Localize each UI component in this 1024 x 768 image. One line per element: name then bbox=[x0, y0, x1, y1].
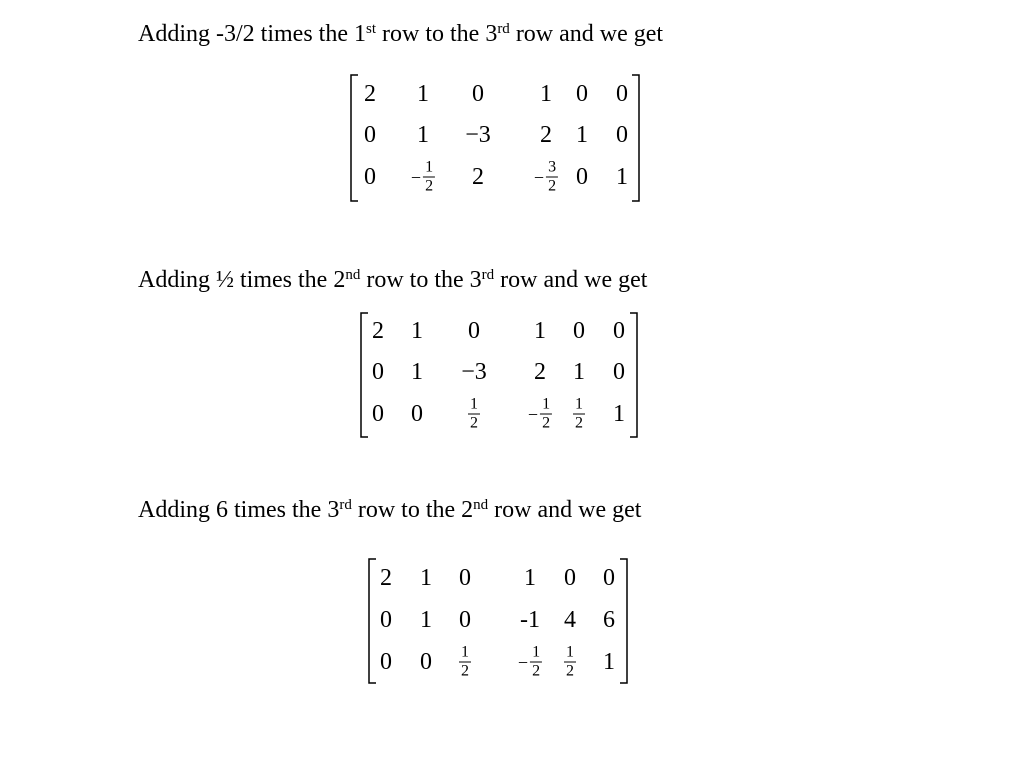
step-2-caption bbox=[138, 268, 647, 292]
matrix-entry: 2 bbox=[372, 318, 384, 344]
matrix-brackets bbox=[350, 74, 640, 202]
fraction-numerator: 1 bbox=[542, 395, 551, 413]
matrix-entry: -1 bbox=[520, 607, 540, 633]
matrix-entry: 1 bbox=[411, 359, 423, 385]
fraction-numerator: 1 bbox=[532, 643, 541, 661]
matrix-fraction bbox=[573, 397, 585, 432]
matrix-fraction bbox=[518, 645, 542, 680]
matrix-entry: 1 bbox=[616, 164, 628, 190]
fraction-denominator: 2 bbox=[461, 662, 469, 680]
fraction-sign: − bbox=[527, 404, 539, 424]
matrix-entry: 0 bbox=[364, 122, 376, 148]
fraction-stack bbox=[468, 397, 480, 432]
matrix-entry: 0 bbox=[576, 81, 588, 107]
fraction-stack bbox=[540, 397, 552, 432]
fraction-stack bbox=[573, 397, 585, 432]
matrix-entry: 0 bbox=[616, 122, 628, 148]
right-bracket bbox=[620, 559, 627, 683]
matrix-entry: 2 bbox=[364, 81, 376, 107]
caption-text: Adding 6 times the 3 bbox=[138, 497, 340, 523]
fraction-denominator: 2 bbox=[425, 177, 434, 195]
matrix-entry: 1 bbox=[534, 318, 546, 344]
fraction-denominator: 2 bbox=[575, 414, 583, 432]
matrix-entry: 0 bbox=[372, 401, 384, 427]
ordinal-suffix: nd bbox=[345, 267, 361, 283]
caption-text: row to the 3 bbox=[376, 21, 498, 47]
matrix-entry: 2 bbox=[534, 359, 546, 385]
matrix-entry: 6 bbox=[603, 607, 615, 633]
matrix-entry: 0 bbox=[576, 164, 588, 190]
matrix-entry: 1 bbox=[420, 565, 432, 591]
matrix-entry: −3 bbox=[461, 359, 487, 385]
matrix-entry: 0 bbox=[459, 565, 471, 591]
left-bracket bbox=[361, 313, 368, 437]
matrix-entry: 0 bbox=[573, 318, 585, 344]
right-bracket bbox=[632, 75, 639, 201]
matrix-entry: 0 bbox=[380, 607, 392, 633]
fraction-stack bbox=[530, 645, 542, 680]
step-2-matrix bbox=[360, 312, 638, 438]
ordinal-suffix: rd bbox=[339, 497, 352, 513]
matrix-brackets bbox=[360, 312, 638, 438]
fraction-denominator: 2 bbox=[542, 414, 551, 432]
matrix-fraction bbox=[528, 397, 552, 432]
fraction-numerator: 1 bbox=[566, 643, 574, 661]
step-1-matrix bbox=[350, 74, 640, 202]
fraction-numerator: 1 bbox=[470, 395, 478, 413]
right-bracket bbox=[630, 313, 637, 437]
matrix-entry: 0 bbox=[613, 318, 625, 344]
matrix-entry: 1 bbox=[613, 401, 625, 427]
matrix-entry: 2 bbox=[472, 164, 484, 190]
matrix-fraction bbox=[564, 645, 576, 680]
step-1-caption bbox=[138, 22, 663, 46]
matrix-entry: 0 bbox=[380, 649, 392, 675]
fraction-numerator: 1 bbox=[461, 643, 469, 661]
matrix-entry: 0 bbox=[420, 649, 432, 675]
matrix-entry: 0 bbox=[616, 81, 628, 107]
matrix-entry: 1 bbox=[417, 81, 429, 107]
fraction-denominator: 2 bbox=[470, 414, 478, 432]
matrix-brackets bbox=[368, 558, 628, 684]
ordinal-suffix: rd bbox=[497, 21, 510, 37]
matrix-entry: 0 bbox=[603, 565, 615, 591]
caption-text: row to the 2 bbox=[351, 497, 474, 523]
matrix-entry: 2 bbox=[380, 565, 392, 591]
matrix-entry: 1 bbox=[420, 607, 432, 633]
caption-text: Adding -3/2 times the 1 bbox=[138, 21, 366, 47]
fraction-stack bbox=[459, 645, 471, 680]
fraction-sign: − bbox=[410, 167, 422, 187]
fraction-stack bbox=[423, 160, 435, 195]
matrix-fraction bbox=[468, 397, 480, 432]
fraction-denominator: 2 bbox=[548, 177, 557, 195]
fraction-denominator: 2 bbox=[566, 662, 574, 680]
matrix-entry: 0 bbox=[613, 359, 625, 385]
matrix-entry: −3 bbox=[465, 122, 491, 148]
caption-text: Adding ½ times the 2 bbox=[138, 267, 346, 293]
ordinal-suffix: st bbox=[365, 21, 376, 37]
fraction-sign: − bbox=[517, 652, 529, 672]
matrix-entry: 0 bbox=[372, 359, 384, 385]
matrix-entry: 0 bbox=[411, 401, 423, 427]
ordinal-suffix: nd bbox=[473, 497, 489, 513]
step-3-matrix bbox=[368, 558, 628, 684]
caption-text: row and we get bbox=[494, 267, 648, 293]
matrix-entry: 4 bbox=[564, 607, 576, 633]
matrix-entry: 0 bbox=[472, 81, 484, 107]
matrix-entry: 0 bbox=[459, 607, 471, 633]
caption-text: row to the 3 bbox=[360, 267, 482, 293]
fraction-stack bbox=[546, 160, 558, 195]
fraction-numerator: 3 bbox=[548, 158, 557, 176]
matrix-entry: 1 bbox=[540, 81, 552, 107]
step-3-caption bbox=[138, 498, 641, 522]
caption-text: row and we get bbox=[488, 497, 642, 523]
fraction-stack bbox=[564, 645, 576, 680]
matrix-entry: 1 bbox=[417, 122, 429, 148]
matrix-entry: 0 bbox=[468, 318, 480, 344]
fraction-denominator: 2 bbox=[532, 662, 541, 680]
fraction-sign: − bbox=[533, 167, 545, 187]
matrix-entry: 1 bbox=[411, 318, 423, 344]
matrix-entry: 1 bbox=[524, 565, 536, 591]
matrix-fraction bbox=[534, 160, 558, 195]
matrix-entry: 1 bbox=[603, 649, 615, 675]
matrix-fraction bbox=[411, 160, 435, 195]
matrix-fraction bbox=[459, 645, 471, 680]
matrix-entry: 2 bbox=[540, 122, 552, 148]
matrix-entry: 1 bbox=[576, 122, 588, 148]
fraction-numerator: 1 bbox=[425, 158, 434, 176]
left-bracket bbox=[351, 75, 358, 201]
fraction-numerator: 1 bbox=[575, 395, 583, 413]
matrix-entry: 0 bbox=[564, 565, 576, 591]
matrix-entry: 0 bbox=[364, 164, 376, 190]
left-bracket bbox=[369, 559, 376, 683]
ordinal-suffix: rd bbox=[481, 267, 495, 283]
matrix-entry: 1 bbox=[573, 359, 585, 385]
caption-text: row and we get bbox=[509, 21, 664, 47]
